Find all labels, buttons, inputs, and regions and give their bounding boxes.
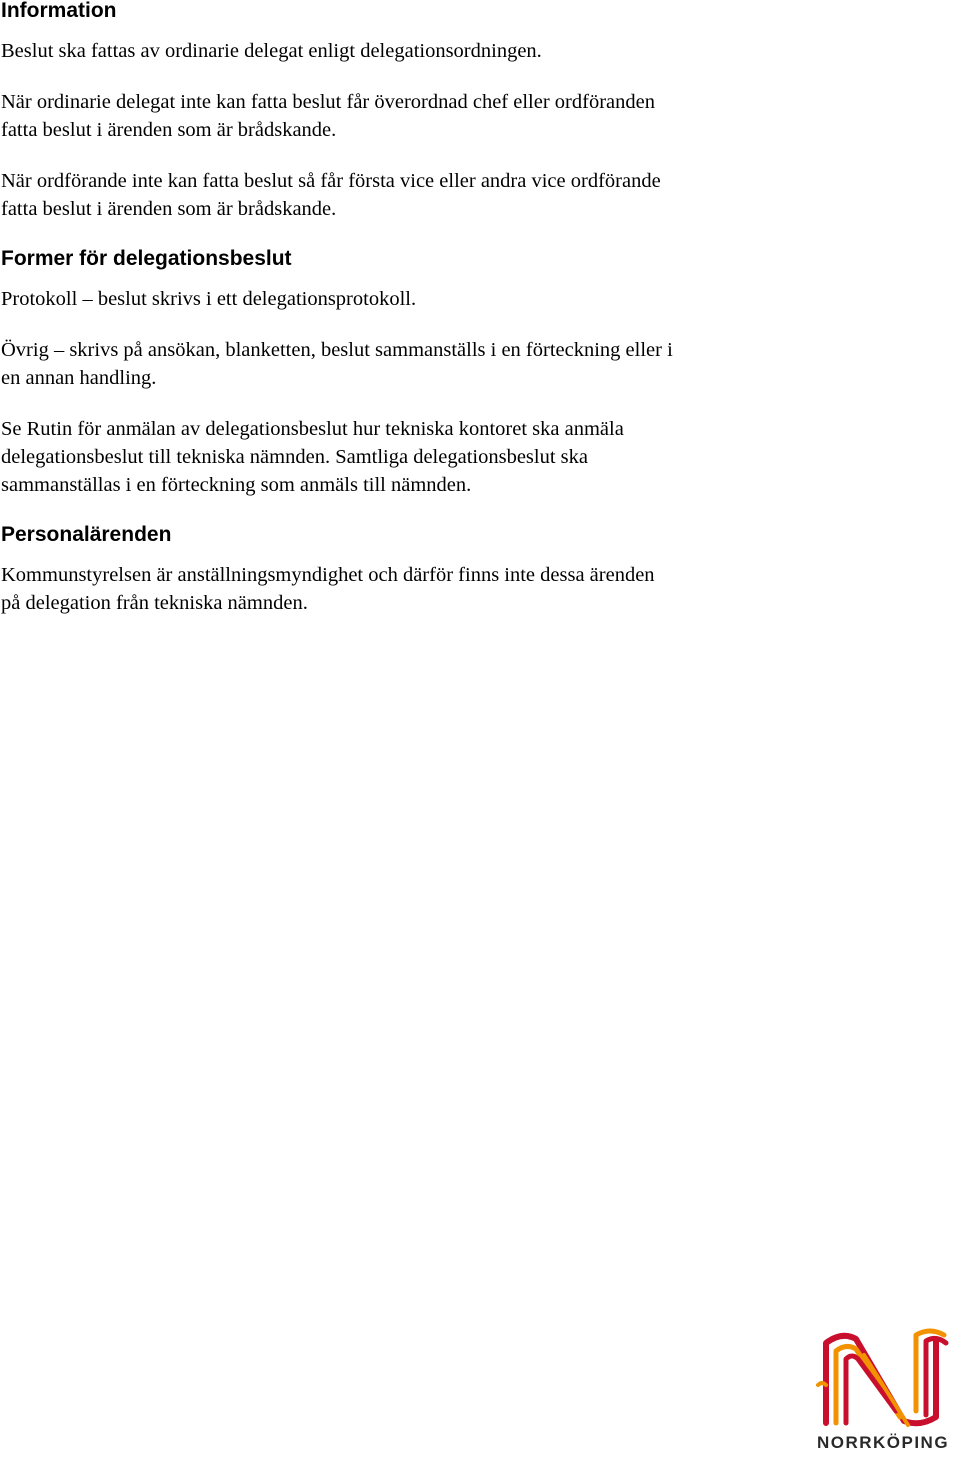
paragraph-line: Kommunstyrelsen är anställningsmyndighet och därför finns inte dessa ärenden [1,564,655,586]
paragraph-vice-ordforande [1,167,801,223]
paragraph-ovrig [1,336,801,392]
paragraph-overordnad-chef [1,88,801,144]
paragraph-rutin-anmalan [1,415,801,499]
paragraph-ordinarie-delegat [1,37,801,65]
paragraph-line: Övrig – skrivs på ansökan, blanketten, beslut sammanställs i en förteckning eller i [1,339,673,361]
paragraph-line: fatta beslut i ärenden som är brådskande. [1,119,337,141]
heading-information: Information [1,0,117,22]
paragraph-line: Protokoll – beslut skrivs i ett delegationsprotokoll. [1,288,417,310]
paragraph-line: på delegation från tekniska nämnden. [1,592,308,614]
paragraph-line: sammanställas i en förteckning som anmäls till nämnden. [1,474,472,496]
norrkoping-logo [812,1325,954,1457]
paragraph-line: När ordinarie delegat inte kan fatta beslut får överordnad chef eller ordföranden [1,91,655,113]
paragraph-line: en annan handling. [1,367,157,389]
norrkoping-logo-text: NORRKÖPING [816,1433,950,1452]
heading-former-for-delegationsbeslut: Former för delegationsbeslut [1,247,292,270]
paragraph-line: fatta beslut i ärenden som är brådskande. [1,198,337,220]
paragraph-line: delegationsbeslut till tekniska nämnden. Samtliga delegationsbeslut ska [1,446,588,468]
paragraph-kommunstyrelsen [1,561,801,617]
paragraph-protokoll [1,285,801,313]
paragraph-line: Beslut ska fattas av ordinarie delegat enligt delegationsordningen. [1,40,542,62]
norrkoping-logo-mark-icon [812,1325,954,1429]
paragraph-line: Se Rutin för anmälan av delegationsbeslut hur tekniska kontoret ska anmäla [1,418,624,440]
paragraph-line: När ordförande inte kan fatta beslut så får första vice eller andra vice ordförande [1,170,661,192]
heading-personalarenden: Personalärenden [1,523,172,546]
